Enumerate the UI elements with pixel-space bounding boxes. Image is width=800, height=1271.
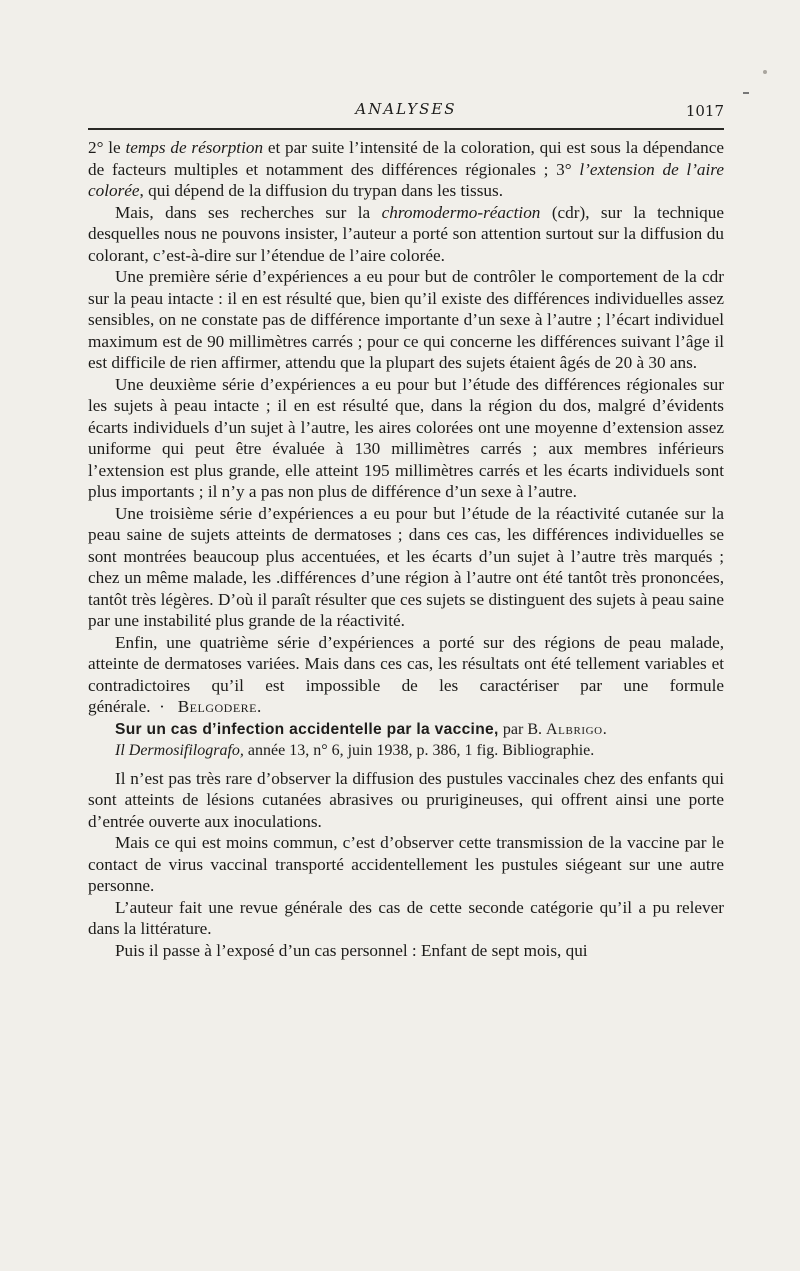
italic-term: l’extension de l’aire colorée [88, 159, 724, 200]
article-paragraph: Puis il passe à l’exposé d’un cas personnel : Enfant de sept mois, qui [115, 940, 588, 960]
page [88, 98, 724, 961]
review-paragraph [88, 503, 724, 632]
paper-speck [763, 70, 767, 74]
review-paragraph [88, 266, 724, 374]
text-run: 2° le [88, 138, 126, 157]
review-paragraph [88, 202, 724, 267]
review-paragraph [88, 632, 724, 718]
italic-term: temps de résorption [125, 138, 264, 157]
article-paragraph: Il n’est pas très rare d’observer la diffusion des pustules vaccinales chez des enfants qui sont atteints de lésions cutanées abrasives ou prurigineuses, qui offrent ainsi une porte d’entrée ouverte aux inoculations. [88, 768, 724, 831]
review-paragraphs [88, 137, 724, 718]
article-paragraphs [88, 768, 724, 962]
text-run: et par suite l’intensité de la coloration, qui est sous la dépendance de facteurs multiples et notamment des différences régionales ; 3° [88, 138, 724, 179]
body-text [88, 137, 724, 961]
review-paragraph [88, 374, 724, 503]
article-paragraph: Mais ce qui est moins commun, c’est d’observer cette transmission de la vaccine par le contact de virus vaccinal transporté accidentellement les pustules siégeant sur une autre personne. [88, 833, 724, 895]
running-title: ANALYSES [355, 100, 457, 118]
byline-prefix: par B. [502, 720, 543, 738]
italic-term: chromodermo-réaction [381, 202, 541, 222]
article-author: Albrigo [546, 720, 603, 738]
text-run: (cdr), sur la technique desquelles nous ne pouvons insister, l’auteur a porté son attention surtout sur la diffusion du colorant, c’est-à-dire sur l’étendue de l’aire colorée. [88, 202, 724, 265]
text-run: Une troisième série d’expériences a eu pour but l’étude de la réactivité cutanée sur la peau saine de sujets atteints de dermatoses ; dans ces cas, les différences individuelles se sont montrées beaucoup plus accentuées, et les écarts d’un sujet à l’autre très marqués ; chez un même malade, les .différences d’une région à l’autre ont été tantôt très prononcées, tantôt très légères. D’où il paraît résulter que ces sujets se distinguent des sujets à peau saine par une instabilité plus grande de la réactivité. [88, 503, 724, 630]
text-run: Mais, dans ses recherches sur la [115, 202, 382, 222]
running-head [88, 98, 724, 124]
review-paragraph [88, 137, 724, 202]
journal-name: Il Dermosifilografo, [115, 742, 244, 759]
reviewer-signature: Belgodere. [177, 697, 262, 716]
article-title: Sur un cas d’infection accidentelle par la vaccine, [115, 720, 499, 738]
article-source [88, 740, 724, 762]
signature-gap: · [150, 697, 178, 716]
header-rule [88, 128, 724, 130]
journal-citation: année 13, n° 6, juin 1938, p. 386, 1 fig. Bibliographie. [247, 742, 595, 759]
text-run: , qui dépend de la diffusion du trypan dans les tissus. [139, 181, 503, 200]
article-heading [88, 718, 724, 741]
paper-mark [743, 92, 749, 94]
text-run: Une première série d’expériences a eu pour but de contrôler le comportement de la cdr sur la peau intacte : il en est résulté que, bien qu’il existe des différences individuelles assez sensibles, on ne constate pas de différence importante d’un sexe à l’autre ; l’écart individuel maximum est de 90 millimètres carrés ; pour ce qui concerne les différences suivant l’âge il est difficile de rien affirmer, attendu que la plupart des sujets étaient âgés de 20 à 30 ans. [88, 267, 724, 372]
page-number: 1017 [685, 102, 724, 120]
article-byline: par B. Albrigo. [502, 720, 607, 738]
text-run: Une deuxième série d’expériences a eu pour but l’étude des différences régionales sur les sujets à peau intacte ; il en est résulté que, dans la région du dos, malgré d’évidents écarts individuels d’un sujet à l’autre, les aires colorées ont une moyenne d’extension assez uniforme qui peut être évaluée à 130 millimètres carrés ; aux membres inférieurs l’extension est plus grande, elle atteint 195 millimètres carrés et les écarts individuels sont plus importants ; il n’y a pas non plus de différence d’un sexe à l’autre. [88, 374, 724, 501]
text-run: Enfin, une quatrième série d’expériences a porté sur des régions de peau malade, atteinte de dermatoses variées. Mais dans ces cas, les résultats ont été tellement variables et contradictoires qu’il est impossible de les caractériser par une formule générale. [88, 632, 724, 716]
article-paragraph: L’auteur fait une revue générale des cas de cette seconde catégorie qu’il a pu relever dans la littérature. [88, 897, 724, 938]
